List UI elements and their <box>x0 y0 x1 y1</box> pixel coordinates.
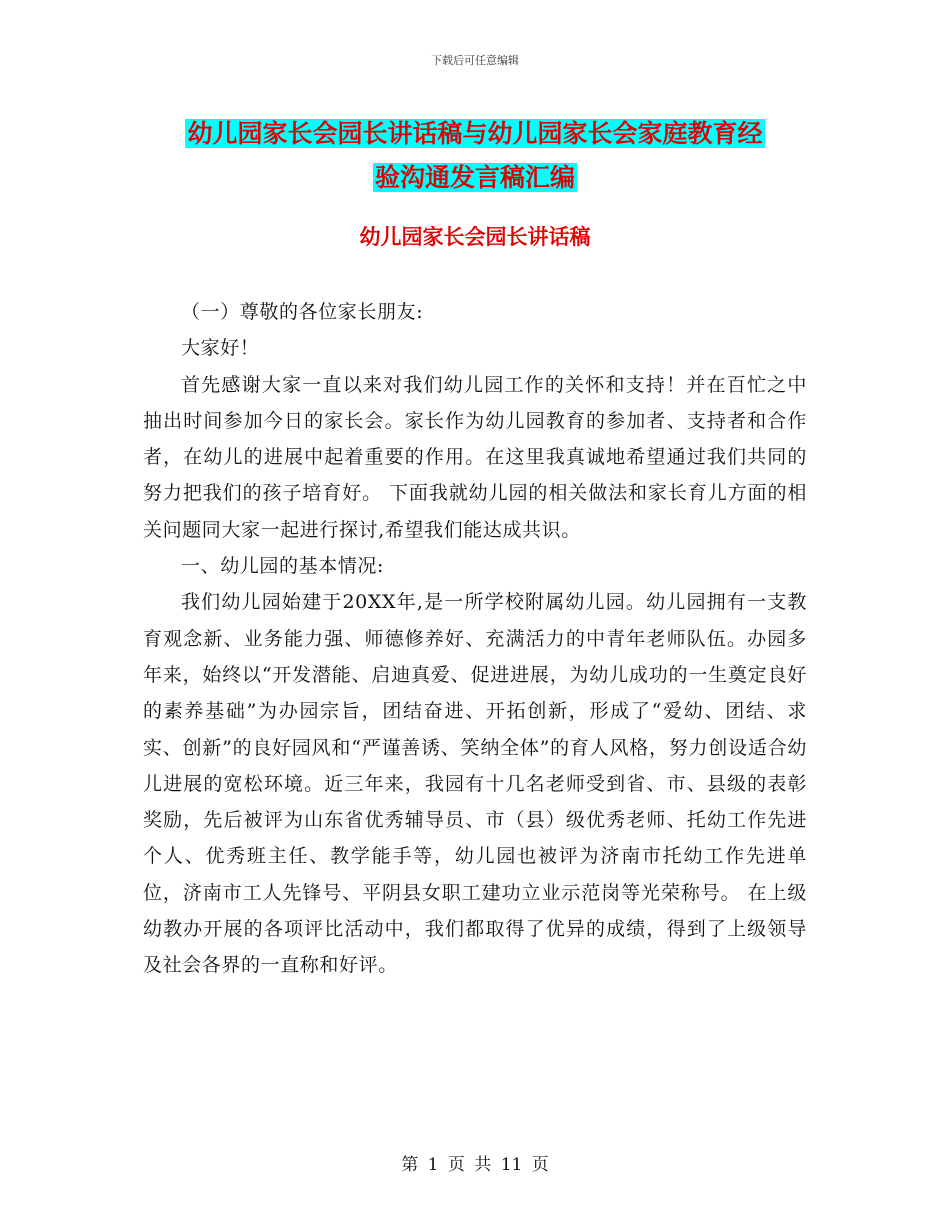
paragraph-heading-basic-info: 一、幼儿园的基本情况: <box>181 555 385 578</box>
document-title <box>0 112 950 200</box>
page-number: 第 1 页 共 11 页 <box>401 1155 549 1175</box>
document-title-line-2 <box>0 156 950 200</box>
paragraph-salutation: （一）尊敬的各位家长朋友: <box>181 301 424 323</box>
title-highlight: 验沟通发言稿汇编 <box>374 163 575 192</box>
document-title-line-1 <box>0 112 950 156</box>
section-title: 幼儿园家长会园长讲话稿 <box>359 225 591 249</box>
paragraph-basic-info: 我们幼儿园始建于20XX年,是一所学校附属幼儿园。幼儿园拥有一支教育观念新、业务能力强、师德修养好、充满活力的中青年老师队伍。办园多年来，始终以“开发潜能、启迪真爱、促进进展，为幼儿成功的一生奠定良好的素养基础”为办园宗旨，团结奋进、开拓创新，形成了“爱幼、团结、求实、创新”的良好园风和“严谨善诱、笑纳全体”的育人风格，努力创设适合幼儿进展的宽松环境。近三年来，我园有十几名老师受到省、市、县级的表彰奖励，先后被评为山东省优秀辅导员、市（县）级优秀老师、托幼工作先进个人、优秀班主任、教学能手等，幼儿园也被评为济南市托幼工作先进单位，济南市工人先锋号、平阴县女职工建功立业示范岗等光荣称号。 在上级幼教办开展的各项评比活动中，我们都取得了优异的成绩，得到了上级领导及社会各界的一直称和好评。 <box>143 591 807 977</box>
title-highlight: 幼儿园家长会园长讲话稿与幼儿园家长会家庭教育经 <box>187 119 763 148</box>
page-header-note: 下载后可任意编辑 <box>431 54 519 67</box>
paragraph-thanks: 首先感谢大家一直以来对我们幼儿园工作的关怀和支持！并在百忙之中抽出时间参加今日的家长会。家长作为幼儿园教育的参加者、支持者和合作者，在幼儿的进展中起着重要的作用。在这里我真诚地希望通过我们共同的努力把我们的孩子培育好。 下面我就幼儿园的相关做法和家长育儿方面的相关问题同大家一起进行探讨,希望我们能达成共识。 <box>143 373 807 541</box>
document-body <box>143 294 807 984</box>
paragraph-greeting: 大家好！ <box>181 337 260 360</box>
